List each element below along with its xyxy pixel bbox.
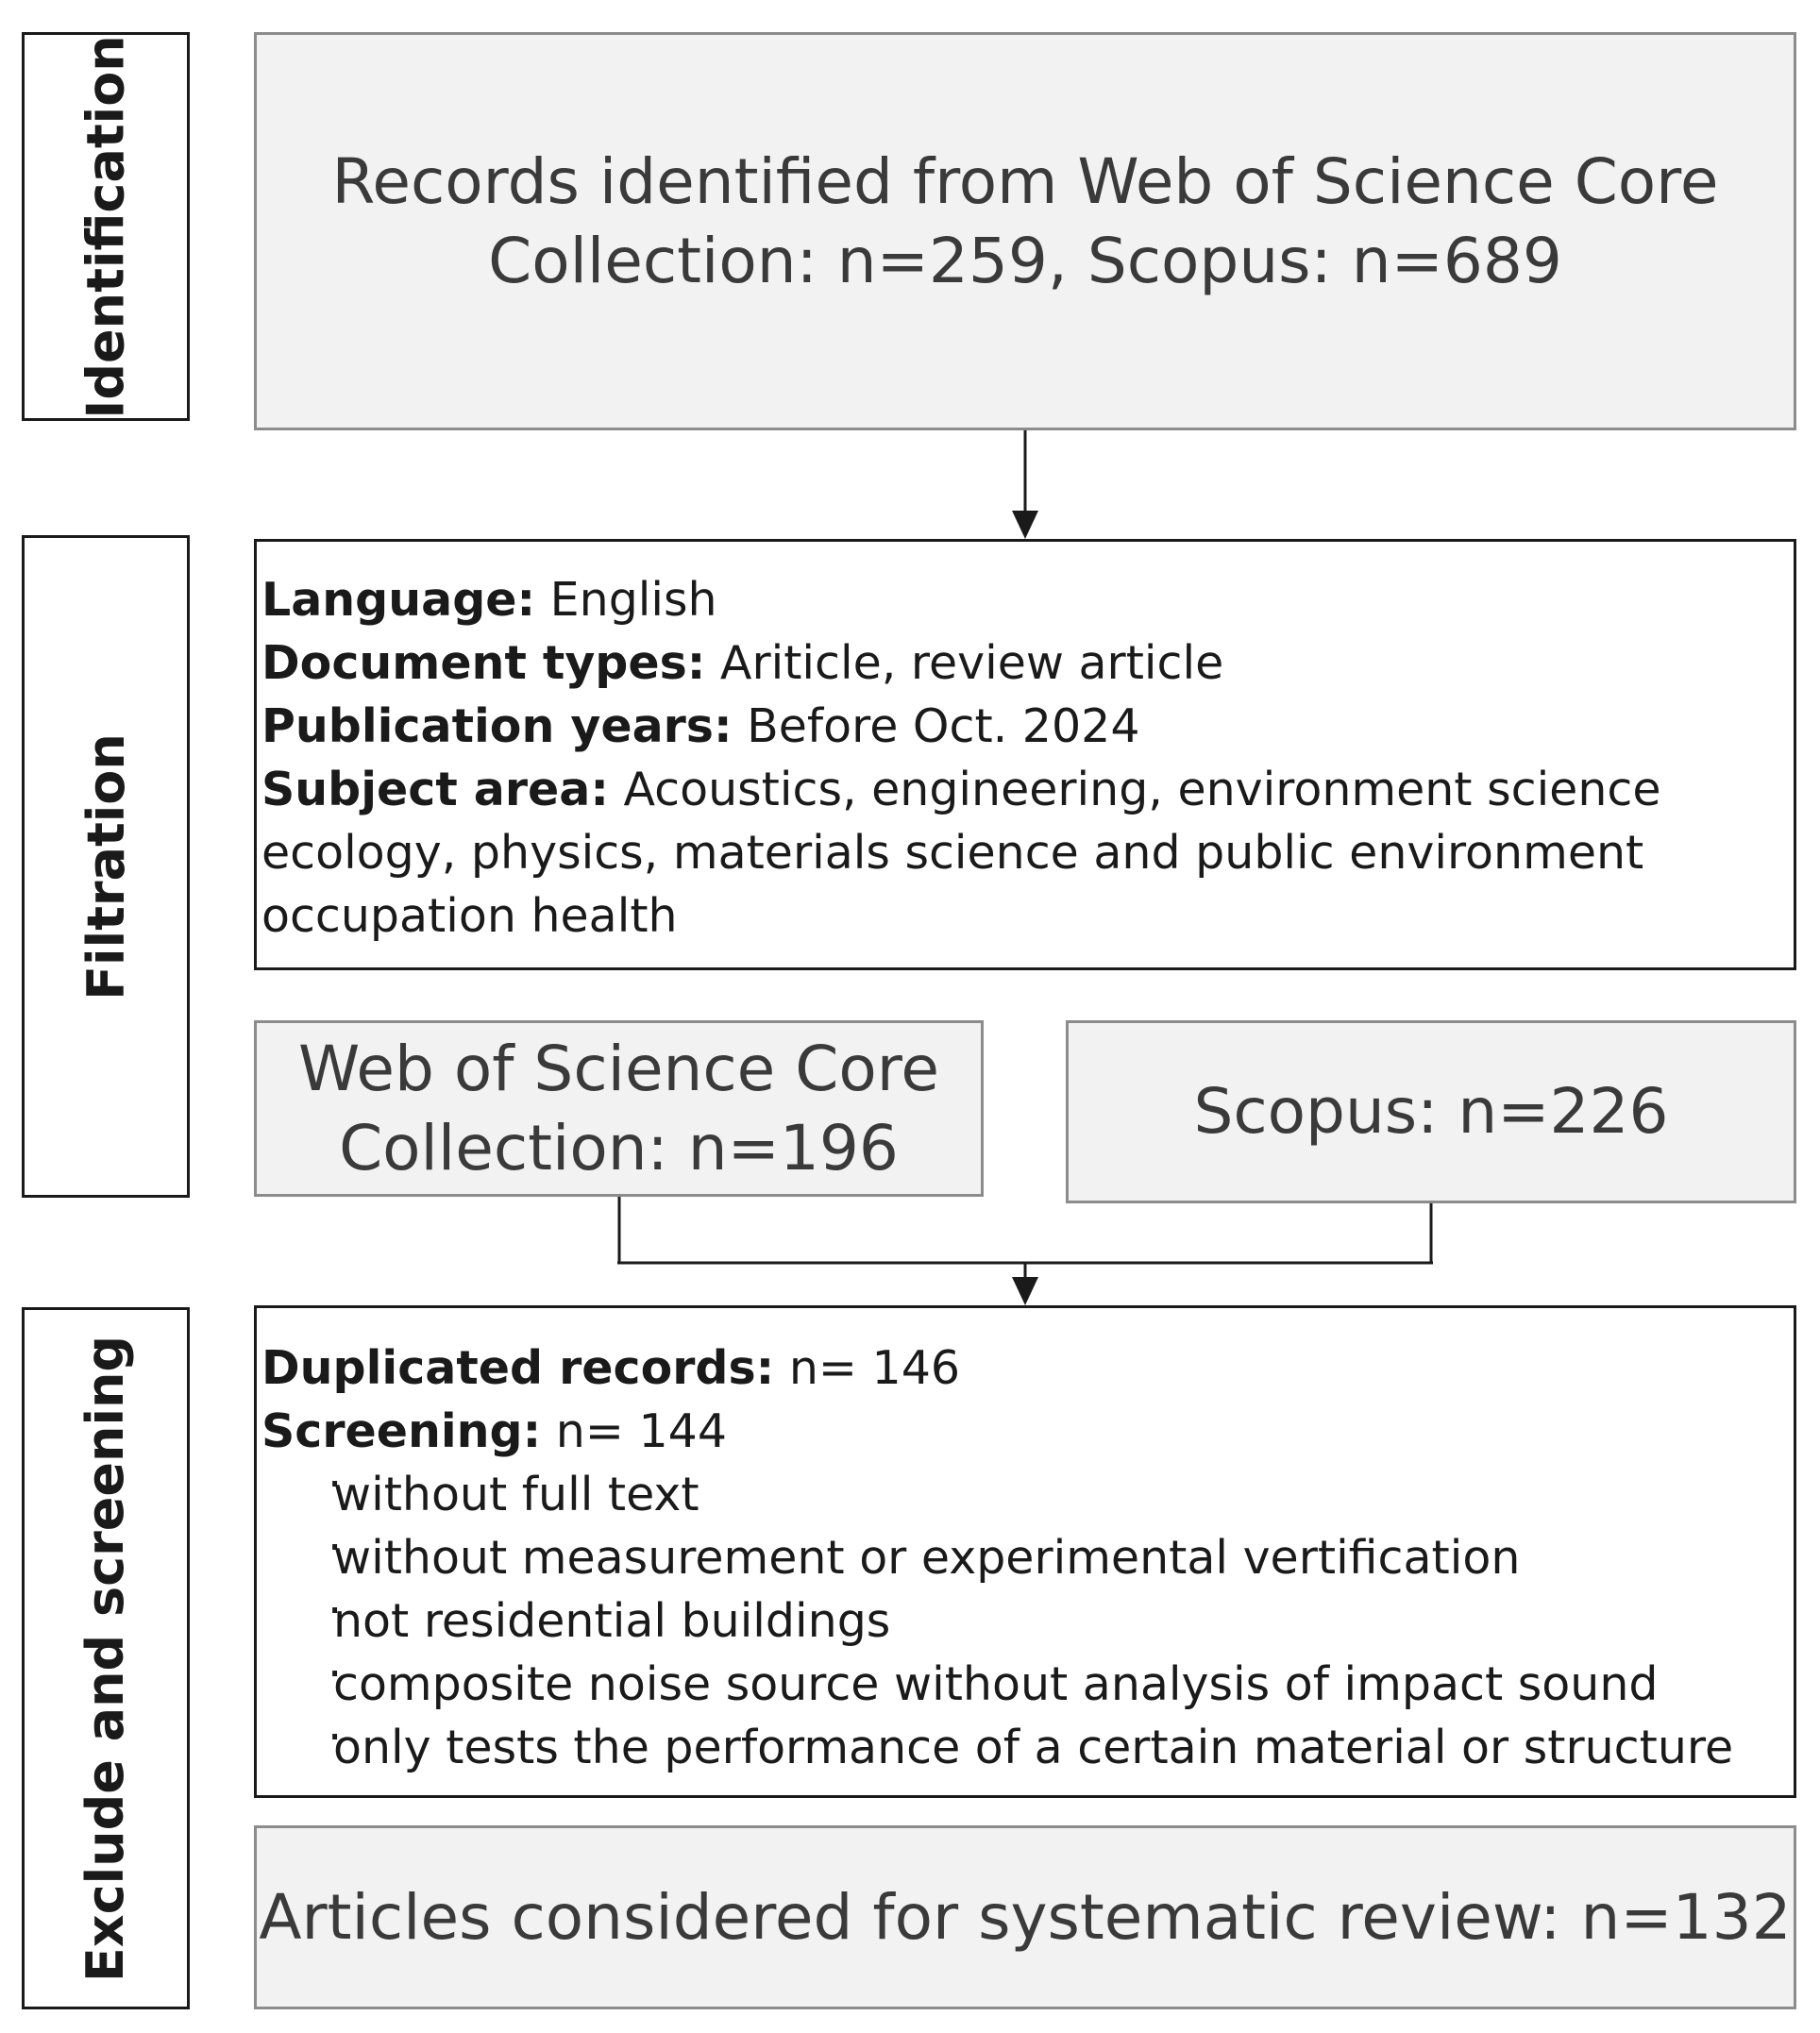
subject-area-label: Subject area: [261,763,609,816]
document-types-label: Document types: [261,636,706,690]
scopus-text: Scopus: n=226 [1193,1075,1669,1148]
screening-label: Screening: [261,1404,542,1458]
criterion-item: · only tests the performance of a certain material or structure [261,1716,1794,1779]
arrowhead-down-icon [1012,511,1038,539]
screening-value: n= 144 [541,1404,727,1458]
wos-line-1: Web of Science Core [297,1032,940,1105]
document-types-value: Ariticle, review article [705,636,1224,690]
duplicated-records-label: Duplicated records: [261,1341,775,1395]
subject-area-continued-1: ecology, physics, materials science and public environment [261,826,1644,880]
identification-line-2: Collection: n=259, Scopus: n=689 [488,225,1562,297]
arrowhead-down-icon [1012,1277,1038,1305]
stage-filtration-label: Filtration [76,732,136,1000]
criterion-item: · without full text [261,1463,1794,1526]
language-label: Language: [261,573,536,627]
stage-identification-label: Identification [76,34,136,419]
publication-years-label: Publication years: [261,699,733,753]
identification-line-1: Records identified from Web of Science Core [331,145,1719,218]
duplicated-records-value: n= 146 [774,1341,961,1395]
wos-line-2: Collection: n=196 [339,1111,899,1185]
language-value: English [535,573,717,627]
criterion-item: · not residential buildings [261,1589,1794,1653]
criterion-item: · without measurement or experimental vertification [261,1526,1794,1589]
stage-exclude-screening-label: Exclude and screening [76,1335,136,1982]
publication-years-value: Before Oct. 2024 [732,699,1140,753]
subject-area-continued-2: occupation health [261,889,678,943]
final-articles-text: Articles considered for systematic review: n=132 [259,1880,1792,1954]
criterion-item: · composite noise source without analysis of impact sound [261,1653,1794,1716]
subject-area-value-1: Acoustics, engineering, environment science [608,763,1661,816]
